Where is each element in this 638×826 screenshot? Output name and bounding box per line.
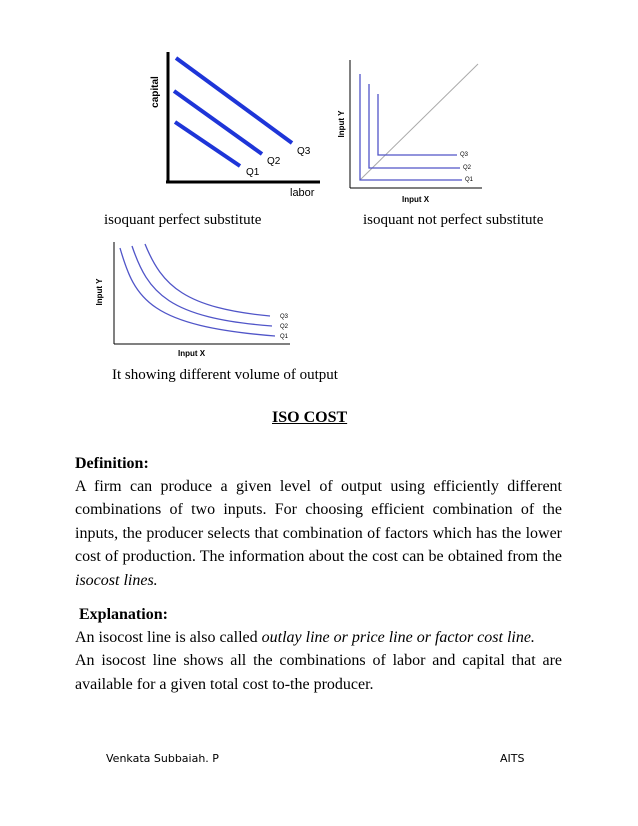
input-x-axis-label: Input X <box>178 349 206 358</box>
q3-label: Q3 <box>460 152 469 158</box>
footer-institution: AITS <box>500 752 525 765</box>
explanation-text-start: An isocost line is also called <box>75 629 262 646</box>
isoquant-q3-curve <box>145 244 270 316</box>
q2-label: Q2 <box>267 156 281 167</box>
isoquant-q3-line <box>378 94 457 155</box>
q2-label: Q2 <box>463 165 472 171</box>
input-y-axis-label: Input Y <box>95 278 104 306</box>
explanation-paragraph <box>75 626 562 696</box>
section-title: ISO COST <box>272 409 348 426</box>
explanation-label: Explanation: <box>79 606 168 623</box>
caption-not-perfect-substitute: isoquant not perfect substitute <box>363 212 544 228</box>
isoquant-q3-line <box>176 58 292 143</box>
input-x-axis-label: Input X <box>402 195 430 204</box>
isoquant-q1-curve <box>120 248 275 336</box>
q1-label: Q1 <box>280 334 289 340</box>
isoquant-q1-line <box>360 74 462 180</box>
isoquant-q2-line <box>174 91 262 154</box>
definition-paragraph <box>75 475 562 592</box>
isoquant-convex-figure <box>90 238 300 363</box>
explanation-text-rest: An isocost line shows all the combinations of labor and capital that are available for a given total cost to-the producer. <box>75 652 562 693</box>
isoquant-q1-line <box>175 122 240 166</box>
outlay-line-term: outlay line or price line or factor cost line. <box>261 629 535 646</box>
definition-label: Definition: <box>75 455 149 472</box>
q3-label: Q3 <box>280 314 289 320</box>
footer-author: Venkata Subbaiah. P <box>106 752 219 765</box>
q1-label: Q1 <box>246 167 260 178</box>
capital-axis-label: capital <box>150 76 161 108</box>
caption-convex-isoquant: It showing different volume of output <box>112 367 338 383</box>
isocost-lines-term: isocost lines. <box>75 571 158 589</box>
q3-label: Q3 <box>297 146 311 157</box>
input-y-axis-label: Input Y <box>337 110 346 138</box>
q2-label: Q2 <box>280 324 289 330</box>
caption-perfect-substitute: isoquant perfect substitute <box>104 212 262 228</box>
definition-text: A firm can produce a given level of output using efficiently different combinations of two inputs. For choosing efficient combination of the inputs, the producer selects that combination of factors which has the lower cost of production. The information about the cost can be obtained from the <box>75 478 562 566</box>
q1-label: Q1 <box>465 177 474 183</box>
isoquant-perfect-substitute-figure <box>140 44 330 204</box>
labor-axis-label: labor <box>290 187 315 199</box>
isoquant-not-perfect-substitute-figure <box>332 56 492 206</box>
